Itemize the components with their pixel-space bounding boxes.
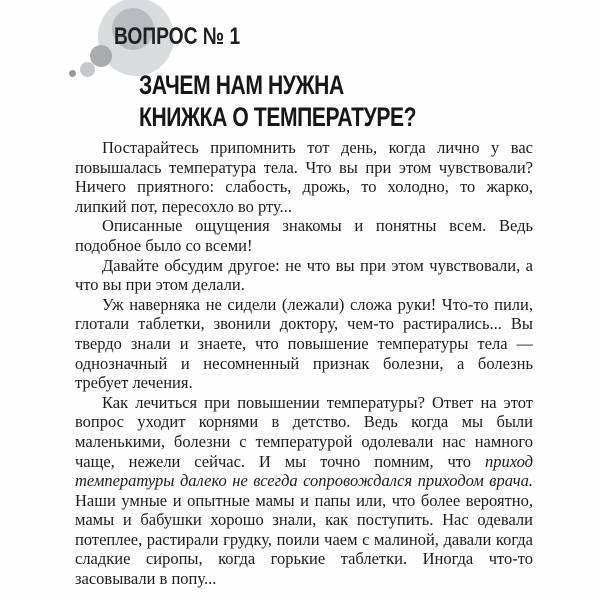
thought-bubble-tail-circle-medium (80, 62, 95, 77)
paragraph-5 (75, 393, 533, 589)
paragraph-4: Уж наверняка не сидели (лежали) сложа руки! Что-то пили, глотали таблетки, звонили доктору, чем-то растирались... Вы твердо знали и знаете, что повышение температуры тела — однозначный и несомненный признак болезни, а болезнь требует лечения. (75, 294, 533, 393)
chapter-title-line-1: ЗАЧЕМ НАМ НУЖНА (139, 70, 344, 101)
question-number-label: ВОПРОС № 1 (114, 23, 241, 50)
chapter-title (139, 69, 416, 133)
paragraph-5-italic-text: приход температуры далеко не всегда сопровождался приходом врача. (75, 451, 533, 491)
paragraph-1: Постарайтесь припомнить тот день, когда лично у вас повышалась температура тела. Что вы при этом чувствовали? Ничего приятного: слабость, дрожь, то холодно, то жарко, липкий пот, пересохло во рту... (75, 138, 533, 216)
thought-bubble-tail-circle-large (90, 45, 112, 67)
paragraph-5-text-before-italic: Как лечиться при повышении температуры? Ответ на этот вопрос уходит корнями в детство. Ведь когда мы были маленькими, болезни с температурой одолевали нас намного чаще, нежели сейчас. И мы точно помним, что (75, 392, 533, 471)
chapter-title-line-2: КНИЖКА О ТЕМПЕРАТУРЕ? (139, 102, 417, 133)
body-text (75, 138, 533, 589)
paragraph-5-text-after-italic: Наши умные и опытные мамы и папы или, что более вероятно, мамы и бабушки хорошо знали, как поступить. Нас одевали потеплее, растирали грудку, поили чаем с малиной, давали когда сладкие сиропы, когда горькие таблетки. Иногда что-то засовывали в попу... (75, 490, 533, 589)
thought-bubble-tail-dot (69, 70, 76, 77)
paragraph-3: Давайте обсудим другое: не что вы при этом чувствовали, а что вы при этом делали. (75, 255, 533, 295)
paragraph-2: Описанные ощущения знакомы и понятны всем. Ведь подобное было со всеми! (75, 216, 533, 255)
